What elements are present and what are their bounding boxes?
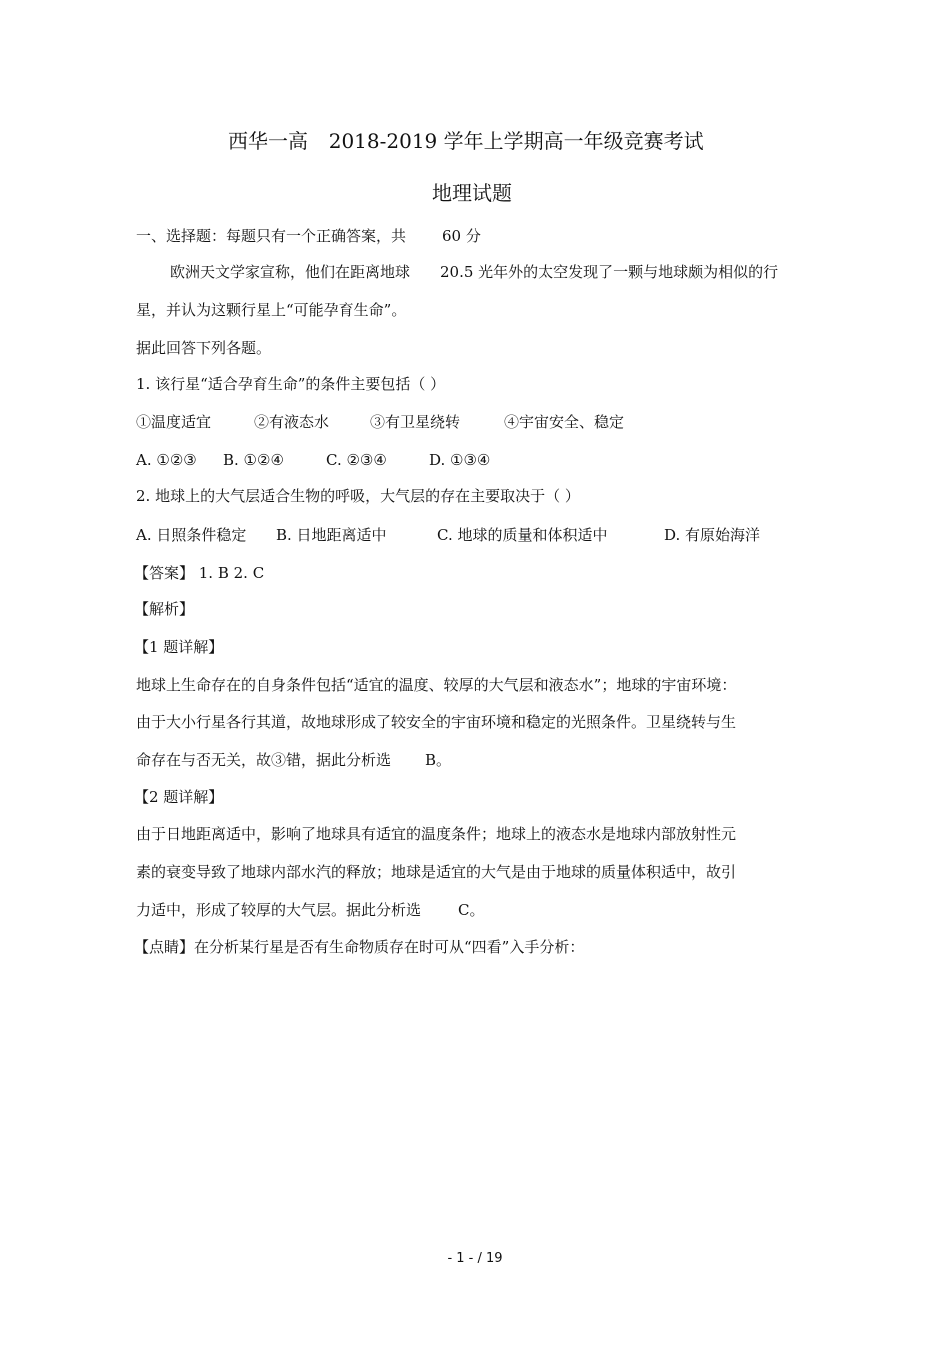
analysis-q1-line2: 由于大小行星各行其道，故地球形成了较安全的宇宙环境和稳定的光照条件。卫星绕转与生 bbox=[136, 713, 737, 731]
material-line2: 星，并认为这颗行星上“可能孕育生命”。 bbox=[136, 301, 407, 319]
analysis-q2-line3-part1: 力适中，形成了较厚的大气层。据此分析选 bbox=[136, 901, 422, 919]
page-subtitle: 地理试题 bbox=[432, 181, 512, 205]
analysis-q2-line1: 由于日地距离适中，影响了地球具有适宜的温度条件；地球上的液态水是地球内部放射性元 bbox=[136, 825, 737, 843]
analysis-q2-line2: 素的衰变导致了地球内部水汽的释放；地球是适宜的大气是由于地球的质量体积适中，故引 bbox=[136, 863, 737, 881]
question1-option-b: B. ①②④ bbox=[223, 451, 284, 469]
analysis-tip: 【点睛】在分析某行星是否有生命物质存在时可从“四看”入手分析： bbox=[134, 938, 585, 956]
title-school: 西华一高 bbox=[228, 129, 308, 153]
section-heading: 一、选择题：每题只有一个正确答案，共 bbox=[136, 227, 407, 245]
question2-option-a: A. 日照条件稳定 bbox=[136, 526, 247, 544]
question2-option-d: D. 有原始海洋 bbox=[664, 526, 761, 544]
title-rest: 2018-2019 学年上学期高一年级竞赛考试 bbox=[328, 129, 704, 153]
analysis-q1-line3-part2: B。 bbox=[425, 751, 452, 769]
question2-option-c: C. 地球的质量和体积适中 bbox=[437, 526, 608, 544]
question1-item-4: ④宇宙安全、稳定 bbox=[504, 413, 625, 431]
analysis-q1-label: 【1 题详解】 bbox=[134, 638, 224, 656]
page-number: - 1 - / 19 bbox=[447, 1251, 503, 1266]
material-line3: 据此回答下列各题。 bbox=[136, 339, 272, 357]
question1-option-d: D. ①③④ bbox=[429, 451, 491, 469]
question1-item-3: ③有卫星绕转 bbox=[370, 413, 461, 431]
material-line1-part1: 欧洲天文学家宣称，他们在距离地球 bbox=[170, 263, 411, 281]
question1-stem: 1. 该行星“适合孕育生命”的条件主要包括（ ） bbox=[136, 375, 446, 393]
analysis-q1-line1: 地球上生命存在的自身条件包括“适宜的温度、较厚的大气层和液态水”；地球的宇宙环境： bbox=[136, 676, 737, 694]
analysis-q1-line3-part1: 命存在与否无关，故③错，据此分析选 bbox=[136, 751, 392, 769]
analysis-q2-label: 【2 题详解】 bbox=[134, 788, 224, 806]
answer-line: 【答案】 1. B 2. C bbox=[134, 564, 265, 582]
page-title bbox=[228, 128, 704, 154]
question2-stem: 2. 地球上的大气层适合生物的呼吸，大气层的存在主要取决于（ ） bbox=[136, 487, 580, 505]
material-line1-part2: 20.5 光年外的太空发现了一颗与地球颇为相似的行 bbox=[440, 263, 779, 281]
question1-item-2: ②有液态水 bbox=[254, 413, 330, 431]
question1-option-a: A. ①②③ bbox=[136, 451, 197, 469]
question1-option-c: C. ②③④ bbox=[326, 451, 387, 469]
analysis-label: 【解析】 bbox=[134, 600, 195, 618]
question1-item-1: ①温度适宜 bbox=[136, 413, 212, 431]
section-score: 60 分 bbox=[442, 227, 481, 245]
analysis-q2-line3-part2: C。 bbox=[458, 901, 485, 919]
question2-option-b: B. 日地距离适中 bbox=[276, 526, 387, 544]
